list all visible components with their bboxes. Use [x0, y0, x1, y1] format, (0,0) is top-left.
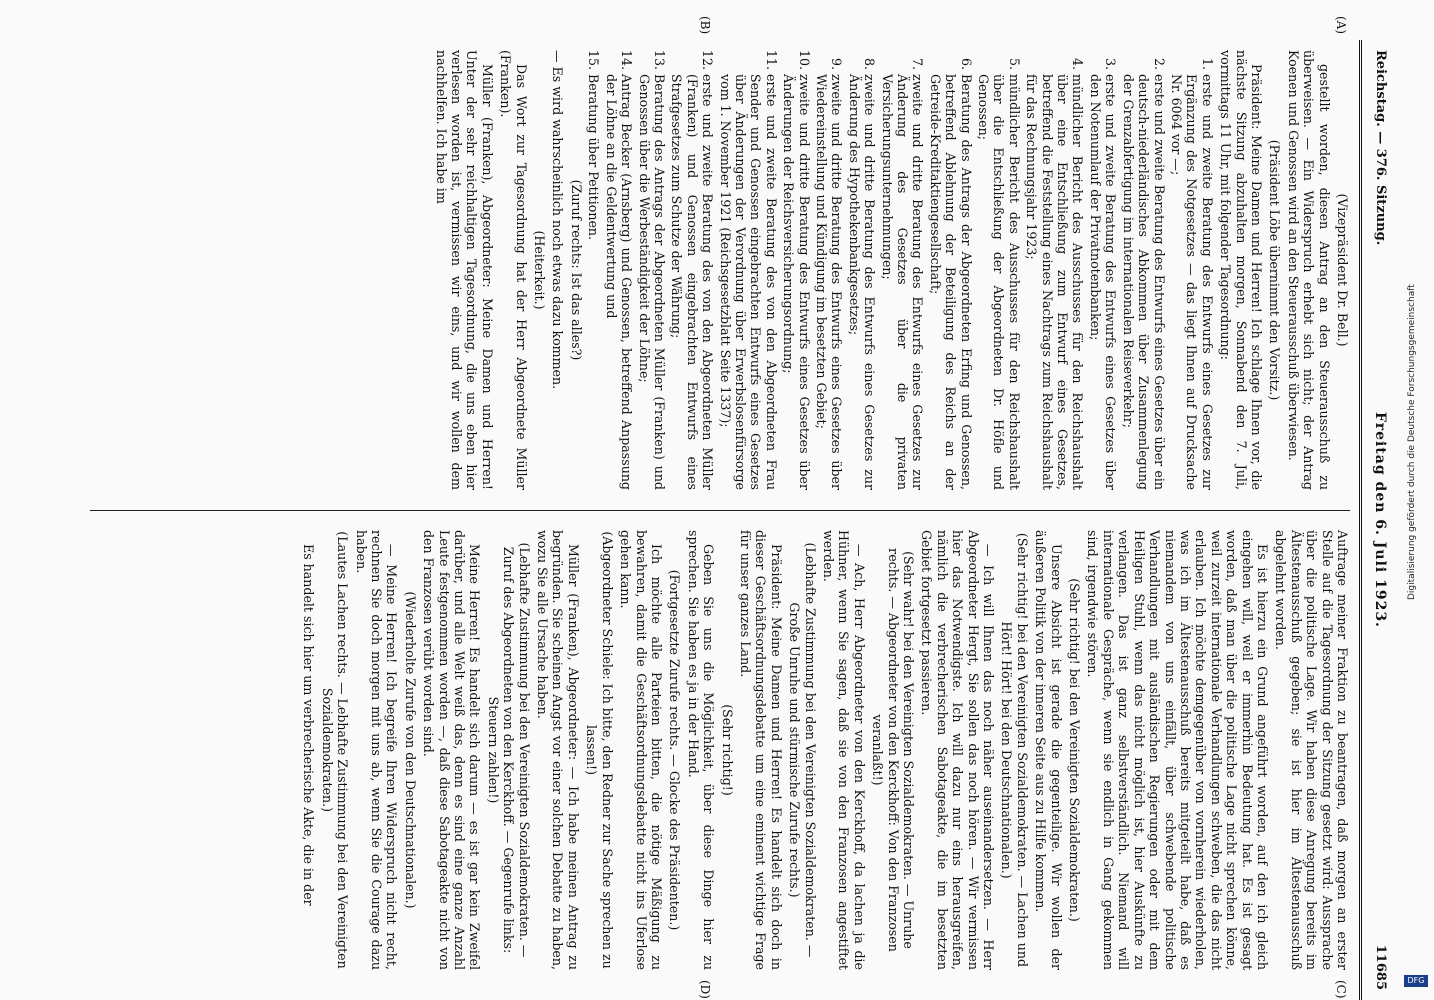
- paragraph: — Meine Herren! Ich begreife Ihren Widerspruch nicht recht, rechnen Sie doch morgen mit uns ab, wenn Sie die Courage dazu haben.: [353, 530, 400, 970]
- page-header: [1359, 40, 1392, 1000]
- interjection: (Abgeordneter Schiele: Ich bitte, den Redner zur Sache sprechen zu lassen!): [584, 531, 615, 969]
- paragraph: gestellt worden, diesen Antrag an den Steuerausschuß zu überweisen. — Ein Widerspruch erhebt sich nicht; der Antrag Koenen und Genossen wird an den Steuerausschuß überwiesen.: [1285, 50, 1332, 490]
- right-column: [298, 530, 1350, 970]
- interjection: (Heiterkeit.): [532, 230, 548, 310]
- agenda-item: 2. erste und zweite Beratung des Entwurfs eines Gesetzes über ein deutsch-niederländisches Abkommen über Zusammenlegung der Grenzabfertigung im internationalen Reiseverkehr;: [1120, 74, 1166, 490]
- stage-direction: (Präsident Löbe übernimmt den Vorsitz.): [1267, 139, 1283, 401]
- paragraph: Es handelt sich hier um verbrecherische Akte, die in der: [301, 544, 317, 906]
- agenda-item: 3. erste und zweite Beratung des Entwurfs eines Gesetzes über den Notenumlauf der Privatnotenbanken;: [1088, 74, 1119, 490]
- left-column: [430, 50, 1350, 490]
- interjection: (Sehr wahr! bei den Vereinigten Sozialdemokraten. — Unruhe rechts. — Abgeordneter von den Kerckhoff: Von den Franzosen veranlaßt!): [870, 548, 917, 952]
- agenda-item: 14. Antrag Becker (Arnsberg) und Genossen, betreffend Anpassung der Löhne an die Geldentwertung und: [603, 74, 634, 490]
- column-divider: [90, 510, 1350, 511]
- speaker-note: (Vizepräsident Dr. Bell.): [1335, 193, 1350, 347]
- interjection: (Sehr richtig!): [719, 704, 735, 796]
- paragraph: Meine Herren! Es handelt sich darum — es ist gar kein Zweifel darüber, und alle Welt weiß das, denn es sind eine ganze Anzahl Leute festgenommen worden —, daß diese Sabotageakte nicht von den Franzosen verübt worden sind.: [421, 530, 483, 970]
- agenda-item: 11. erste und zweite Beratung des von den Abgeordneten Frau Sender und Genossen eingebrachten Entwurfs eines Gesetzes über Änderungen der Verordnung über Erwerbslosenfürsorge vom 1. November 1921 (Reichsgesetzblatt Seite 1337);: [717, 74, 779, 490]
- funding-note: Digitalisierung gefördert durch die Deutsche Forschungsgemeinschaft: [1407, 284, 1417, 600]
- margin-marker-a: (A): [1334, 16, 1348, 35]
- paragraph: Müller (Franken), Abgeordneter: Meine Damen und Herren! Unter der sehr reichhaltigen Tagesordnung, die uns eben hier verlesen worden ist, vermissen wir eins, und wir wollen dem nachhelfen. Ich habe im: [433, 50, 495, 490]
- paragraph: Unsere Absicht ist gerade die gegenteilige. Wir wollen der äußeren Politik von der inneren Seite aus zu Hilfe kommen.: [1033, 530, 1064, 970]
- header-page-number: 11685: [1373, 944, 1388, 990]
- interjection: (Lautes Lachen rechts. — Lebhafte Zustimmung bei den Vereinigten Sozialdemokraten.): [319, 531, 351, 969]
- interjection: (Sehr richtig! bei den Vereinigten Sozialdemokraten.): [1067, 578, 1083, 922]
- agenda-item: 1. erste und zweite Beratung des Entwurfs eines Gesetzes zur Ergänzung des Notgesetzes — das liegt Ihnen auf Drucksache Nr. 6064 vor —;: [1169, 74, 1215, 490]
- interjection: (Fortgesetzte Zurufe rechts. — Glocke des Präsidenten.): [667, 569, 683, 931]
- rotated-page: [72, 16, 1392, 1000]
- agenda-item: 5. mündlicher Bericht des Ausschusses für den Reichshaushalt über die Entschließung der Abgeordneten Dr. Höfle und Genossen;: [976, 74, 1022, 490]
- margin-marker-b: (B): [698, 16, 712, 35]
- header-session: Reichstag. — 376. Sitzung.: [1373, 50, 1388, 246]
- paragraph: Ich möchte alle Parteien bitten, die nötige Mäßigung zu bewahren, damit die Geschäftsordnungsdebatte nicht ins Uferlose gehen kann.: [618, 530, 664, 970]
- paragraph: — Ich will Ihnen das noch näher auseinandersetzen. — Herr Abgeordneter Hergt, Sie sollen das noch hören. — Wir vermissen hier das Notwendigste. Ich will dazu nur eins herausgreifen, nämlich die verbrecherischen Sabotageakte, die im besetzten Gebiet fortgesetzt passieren.: [919, 530, 997, 970]
- paragraph: — Ach, Herr Abgeordneter von den Kerckhoff, da lachen ja die Hühner, wenn Sie sagen, daß sie von den Franzosen angestiftet werden.: [821, 530, 867, 970]
- interjection: (Sehr richtig! bei den Vereinigten Sozialdemokraten. — Lachen und Hört! Hört! bei den Deutschnationalen.): [999, 532, 1030, 968]
- paragraph: Es ist hierzu ein Grund angeführt worden, auf den ich gleich eingehen will, weil er immerhin Bedeutung hat. Es ist gesagt worden, daß man über die politische Lage nicht sprechen könne, weil zurzeit internationale Verhandlungen schweben, die das nicht erlauben. Ich möchte demgegenüber von vornherein wiederholen, was ich im Ältestenausschuß bereits mitgeteilt habe, daß es niemandem von uns einfällt, über schwebende politische Verhandlungen mit ausländischen Regierungen oder mit dem Heiligen Stuhl, wenn das nicht möglich ist, hier Auskünfte zu verlangen. Das ist ganz selbstverständlich. Niemand will internationale Gespräche, wenn sie endlich in Gang gekommen sind, irgendwie stören.: [1085, 530, 1270, 970]
- paragraph: Präsident: Meine Damen und Herren! Ich schlage Ihnen vor, die nächste Sitzung abzuhalten morgen, Sonnabend den 7. Juli, vormittags 11 Uhr, mit folgender Tagesordnung:: [1218, 50, 1264, 490]
- agenda-item: 9. zweite und dritte Beratung des Entwurfs eines Gesetzes über Wiedereinstellung und Kündigung im besetzten Gebiet;: [814, 74, 845, 490]
- paragraph: Müller (Franken), Abgeordneter: — Ich habe meinen Antrag zu begründen. Sie scheinen Angst vor einer solchen Debatte zu haben, wozu Sie alle Ursache haben.: [535, 530, 581, 970]
- agenda-item: 15. Beratung über Petitionen.: [586, 74, 601, 490]
- paragraph: Geben Sie uns die Möglichkeit, über diese Dinge hier zu sprechen. Sie haben es ja in der Hand.: [685, 530, 717, 970]
- agenda-item: 7. zweite und dritte Beratung des Entwurfs eines Gesetzes zur Änderung des Gesetzes über die privaten Versicherungsunternehmungen;: [879, 74, 925, 490]
- paragraph: — Es wird wahrscheinlich noch etwas dazu kommen.: [550, 50, 566, 390]
- agenda-item: 10. zweite und dritte Beratung des Entwurfs eines Gesetzes über Änderungen der Reichsversicherungsordnung;: [781, 74, 812, 490]
- margin-marker-d: (D): [698, 980, 712, 999]
- interjection: (Lebhafte Zustimmung bei den Vereinigten Sozialdemokraten. — Zuruf des Abgeordneten von den Kerckhoff. — Gegenrufe links: Steuern zahlen!): [485, 542, 532, 958]
- paragraph: Das Wort zur Tagesordnung hat der Herr Abgeordnete Müller (Franken).: [498, 50, 529, 490]
- header-date: Freitag den 6. Juli 1923.: [1372, 412, 1388, 628]
- paragraph: Auftrage meiner Fraktion zu beantragen, daß morgen an erster Stelle auf die Tagesordnung der Sitzung gesetzt wird: Aussprache über die politische Lage. Wir haben diese Anregung bereits im Ältestenausschuß gegeben; sie ist hier im Ältestenausschuß abgelehnt worden.: [1273, 530, 1350, 970]
- agenda-list: [586, 50, 1215, 490]
- margin-marker-c: (C): [1334, 980, 1348, 999]
- dfg-logo: DFG: [1404, 975, 1428, 987]
- interjection: (Zuruf rechts: Ist das alles?): [568, 179, 584, 361]
- agenda-item: 12. erste und zweite Beratung des von den Abgeordneten Müller (Franken) und Genossen eingebrachten Entwurfs eines Strafgesetzes zum Schutze der Währung;: [669, 74, 715, 490]
- interjection: (Wiederholte Zurufe von den Deutschnationalen.): [402, 591, 418, 909]
- paragraph: Präsident: Meine Damen und Herren! Es handelt sich doch in dieser Geschäftsordnungsdebatte um eine eminent wichtige Frage für unser ganzes Land.: [737, 530, 784, 970]
- agenda-item: 13. Beratung des Antrags der Abgeordneten Müller (Franken) und Genossen über die Werbeständigkeit der Löhne;: [636, 74, 667, 490]
- agenda-item: 4. mündlicher Bericht des Ausschusses für den Reichshaushalt über eine Entschließung zum Entwurf eines Gesetzes, betreffend die Feststellung eines Nachtrags zum Reichshaushalt für das Rechnungsjahr 1923;: [1024, 74, 1086, 490]
- agenda-item: 8. zweite und dritte Beratung des Entwurfs eines Gesetzes zur Änderung des Hypothekenbankgesetzes;: [846, 74, 877, 490]
- interjection: (Lebhafte Zustimmung bei den Vereinigten Sozialdemokraten. — Große Unruhe und stürmische Zurufe rechts.): [787, 542, 818, 958]
- agenda-item: 6. Beratung des Antrags der Abgeordneten Erfing und Genossen, betreffend Ablehnung der Beteiligung des Reichs an der Getreide-Kreditaktiengesellschaft;: [927, 74, 973, 490]
